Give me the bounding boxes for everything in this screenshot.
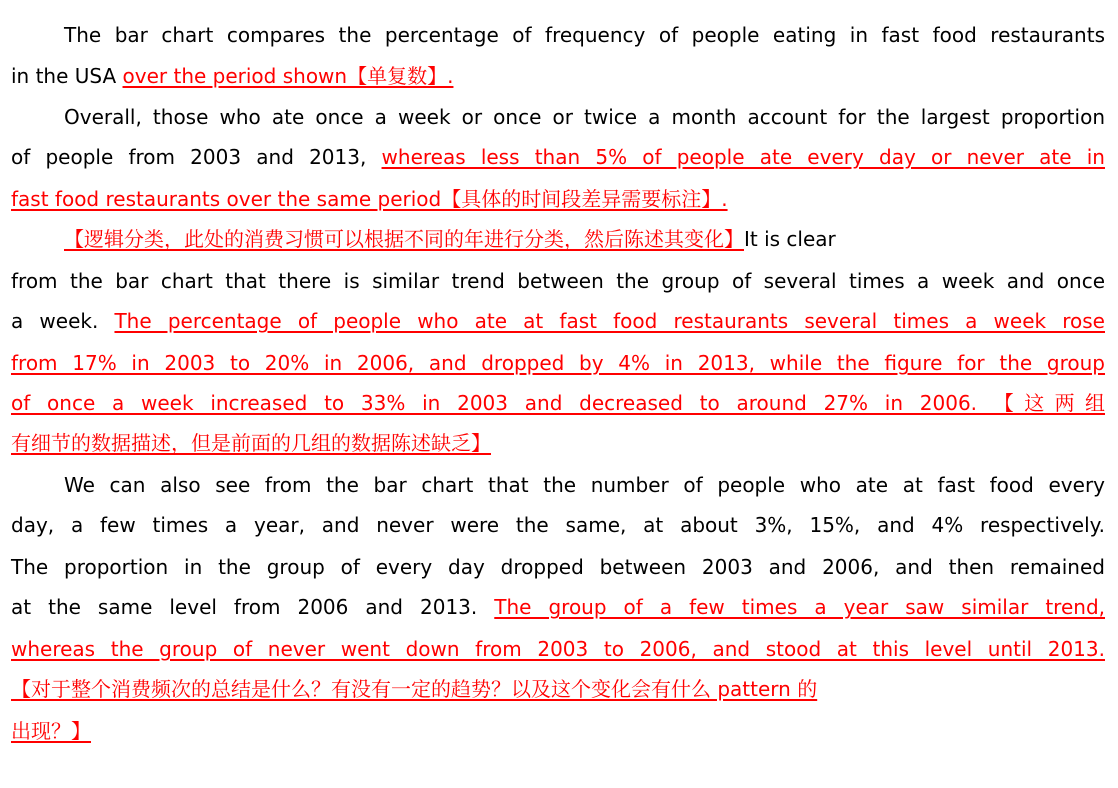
- text-line: [11, 20, 1105, 50]
- text-line: [11, 306, 1105, 336]
- body-text: It is clear: [744, 227, 836, 251]
- annotation-text: 【逻辑分类，此处的消费习惯可以根据不同的年进行分类，然后陈述其变化】: [64, 227, 744, 251]
- text-line: [11, 510, 1105, 540]
- body-text: in the USA: [11, 64, 123, 88]
- text-line: [11, 470, 1105, 500]
- body-text: at the same level from 2006 and 2013.: [11, 595, 495, 619]
- annotation-text: fast food restaurants over the same period【具体的时间段差异需要标注】.: [11, 187, 728, 211]
- text-line: [11, 674, 1105, 704]
- text-line: [11, 102, 1105, 132]
- body-text: day, a few times a year, and never were the same, at about 3%, 15%, and 4% respectively.: [11, 513, 1105, 537]
- body-text: We can also see from the bar chart that the number of people who ate at fast food every: [64, 473, 1105, 497]
- body-text: The proportion in the group of every day dropped between 2003 and 2006, and then remained: [11, 555, 1105, 579]
- text-line: [11, 348, 1105, 378]
- text-line: [11, 634, 1105, 664]
- annotation-text: 出现？】: [11, 719, 91, 743]
- body-text: Overall, those who ate once a week or once or twice a month account for the largest proportion: [64, 105, 1105, 129]
- body-text: from the bar chart that there is similar trend between the group of several times a week and once: [11, 269, 1105, 293]
- text-line: [11, 61, 1105, 91]
- text-line: [11, 266, 1105, 296]
- body-text: a week.: [11, 309, 115, 333]
- annotation-text: The percentage of people who ate at fast food restaurants several times a week rose: [114, 309, 1105, 333]
- annotation-text: 有细节的数据描述，但是前面的几组的数据陈述缺乏】: [11, 431, 491, 455]
- annotation-text: from 17% in 2003 to 20% in 2006, and dropped by 4% in 2013, while the figure for the group: [11, 351, 1105, 375]
- annotation-text: over the period shown【单复数】.: [122, 64, 454, 88]
- body-text: The bar chart compares the percentage of frequency of people eating in fast food restaurants: [64, 23, 1105, 47]
- annotation-text: whereas the group of never went down from 2003 to 2006, and stood at this level until 2013.: [11, 637, 1105, 661]
- annotation-text: 【对于整个消费频次的总结是什么？有没有一定的趋势？以及这个变化会有什么 pattern 的: [11, 677, 818, 701]
- annotation-text: of once a week increased to 33% in 2003 and decreased to around 27% in 2006. 【这两组: [11, 391, 1105, 415]
- body-text: of people from 2003 and 2013,: [11, 145, 382, 169]
- text-line: [11, 552, 1105, 582]
- text-line: [11, 592, 1105, 622]
- text-line: [11, 224, 1105, 254]
- annotation-text: whereas less than 5% of people ate every day or never ate in: [381, 145, 1105, 169]
- text-line: [11, 428, 1105, 458]
- text-line: [11, 716, 1105, 746]
- text-line: [11, 142, 1105, 172]
- annotation-text: The group of a few times a year saw similar trend,: [494, 595, 1105, 619]
- text-line: [11, 184, 1105, 214]
- text-line: [11, 388, 1105, 418]
